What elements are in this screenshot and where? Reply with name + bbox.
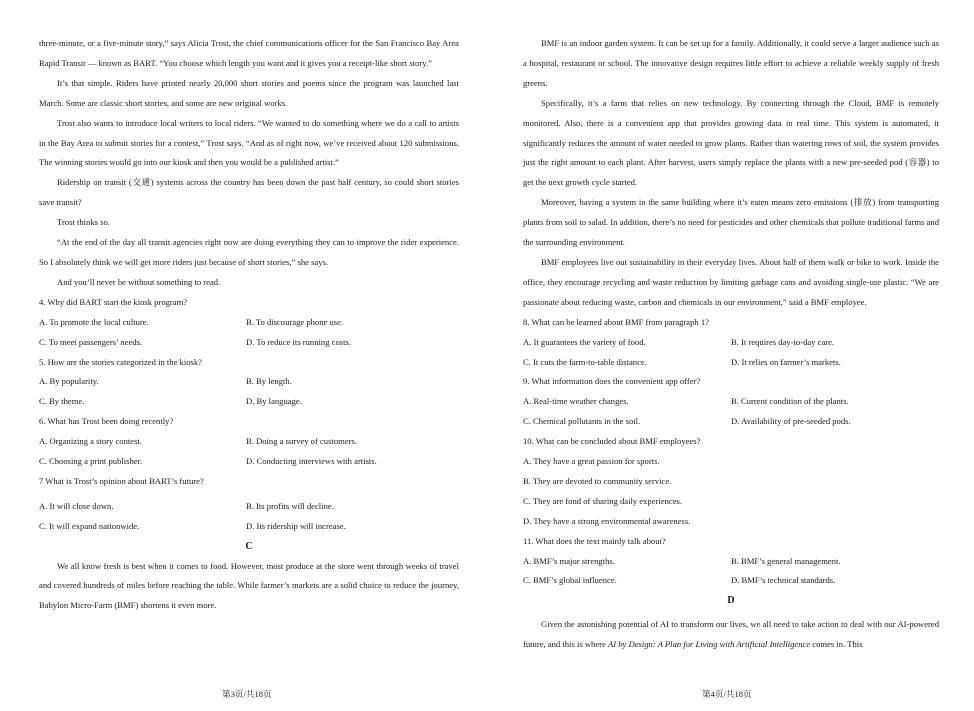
right-page [523,34,939,655]
paragraph: “At the end of the day all transit agencies right now are doing everything they can to improve the rider experience. So I absolutely think we will get more riders just because of short stories,” she says. [39,237,459,267]
paragraph-d [523,615,939,655]
question-5 [39,353,459,413]
option-d: D. BMF’s technical standards. [731,575,836,586]
page-number-left: 第3页/共18页 [222,689,272,699]
section-label-c: C [245,540,253,552]
question-11 [523,532,939,592]
option-d: D. It relies on farmer’s markets. [731,356,841,367]
paragraph: three-minute, or a five-minute story,” says Alicia Trost, the chief communications officer for the San Francisco Bay Area Rapid Transit — known as BART. “You choose which length you want and it gives you a receipt-like short story.” [39,38,459,68]
option-a: A. Real-time weather changes. [523,396,629,407]
question-stem: 8. What can be learned about BMF from paragraph 1? [523,316,709,327]
option-a: A. To promote the local culture. [39,316,149,327]
book-title: AI by Design: A Plan for Living with Artificial Intelligence [607,639,811,650]
options-row [39,333,459,353]
question-8 [523,313,939,373]
option-d: D. Availability of pre-seeded pods. [731,416,851,427]
options-row [39,392,459,412]
paragraph: Ridership on transit (交通) systems across the country has been down the past half century, so could short stories save transit? [39,177,459,208]
option-b: B. It requires day-to-day care. [731,336,835,347]
paragraph: And you’ll never be without something to read. [57,276,221,287]
question-stem: 7 What is Trost’s opinion about BART’s future? [39,475,204,486]
options-row [523,333,939,353]
options-row [39,372,459,392]
left-page [39,34,459,616]
option-a: A. BMF’s major strengths. [523,555,615,566]
question-stem: 11. What does the text mainly talk about? [523,535,666,546]
question-stem: 9. What information does the convenient app offer? [523,376,701,387]
paragraph-d-end: comes in. This [810,639,863,650]
paragraph: Specifically, it’s a farm that relies on new technology. By connecting through the Cloud, BMF is remotely monitored. Also, there is a convenient app that provides growing data in real time. This system is automated, it significantly reduces the amount of water needed to grow plants. Rather than watering rows of soil, the system provides just the right amount to each plant. After harvest, users simply replace the plants with a new pre-seeded pod (容器) to get the next growth cycle started. [523,97,939,188]
option-c: C. It will expand nationwide. [39,520,140,531]
options-row [523,392,939,412]
option-a: A. Organizing a story contest. [39,436,142,447]
options-row [523,353,939,373]
option-d: D. They have a strong environmental awareness. [523,515,691,526]
option-c: C. Choosing a print publisher. [39,456,143,467]
option-c: C. By theme. [39,396,85,407]
paragraph: We all know fresh is best when it comes to food. However, most produce at the store went through weeks of travel and covered hundreds of miles before reaching the table. While farmer’s markets are a solid choice to reduce the journey, Babylon Micro-Farm (BMF) shortens it even more. [39,560,459,611]
page-number-right: 第4页/共18页 [702,689,752,699]
option-d: D. To reduce its running costs. [246,336,351,347]
question-6 [39,412,459,472]
option-d: D. Its ridership will increase. [246,520,346,531]
option-b: B. Doing a survey of customers. [246,436,357,447]
options-row [523,571,939,591]
question-stem: 4. Why did BART start the kiosk program? [39,296,188,307]
option-c: C. To meet passengers’ needs. [39,336,143,347]
question-4 [39,293,459,353]
option-a: A. It will close down. [39,500,114,511]
question-stem: 5. How are the stories categorized in the kiosk? [39,356,202,367]
paragraph: Trost also wants to introduce local writers to local riders. “We wanted to do something where we do a call to artists in the Bay Area to submit stories for a contest,” Trost says. “And as of right now, we’ve received about 120 submissions. The winning stories would go into our kiosk and then you would be a published artist.” [39,117,459,168]
paragraph: It’s that simple. Riders have printed nearly 20,000 short stories and poems since the program was launched last March. Some are classic short stories, and some are new original works. [39,77,459,108]
options-row [523,412,939,432]
question-9 [523,372,939,432]
options-row [39,497,459,517]
question-7 [39,472,459,537]
options-row [39,313,459,333]
option-b: B. Its profits will decline. [246,500,334,511]
option-a: A. They have a great passion for sports. [523,456,660,467]
option-b: B. By length. [246,376,292,387]
paragraph: BMF employees live out sustainability in their everyday lives. About half of them walk or bike to work. Inside the office, they encourage recycling and waste reduction by limiting garbage cans and avoiding single-use plastic. “We are passionate about reducing waste, carbon and chemicals in our environment,” said a BMF employee. [523,256,939,307]
options-row [39,517,459,537]
paragraph: Moreover, having a system in the same building where it’s eaten means zero emissions (排放) from transporting plants from soil to salad. In addition, there’s no need for pesticides and other chemicals that pollute traditional farms and the surrounding environment. [523,197,939,248]
option-a: A. By popularity. [39,376,99,387]
paragraph: Trost thinks so. [57,217,110,228]
option-d: D. By language. [246,396,302,407]
option-b: B. To discourage phone use. [246,316,344,327]
option-b: B. They are devoted to community service. [523,475,672,486]
question-stem: 10. What can be concluded about BMF employees? [523,436,701,447]
options-row [39,432,459,452]
option-a: A. It guarantees the variety of food. [523,336,646,347]
option-c: C. They are fond of sharing daily experiences. [523,495,683,506]
options-row [39,452,459,472]
question-10 [523,432,939,532]
question-stem: 6. What has Trost been doing recently? [39,416,174,427]
options-row [523,552,939,572]
option-b: B. BMF’s general management. [731,555,841,566]
option-b: B. Current condition of the plants. [731,396,849,407]
option-c: C. Chemical pollutants in the soil. [523,416,641,427]
option-c: C. It cuts the farm-to-table distance. [523,356,647,367]
paragraph-d-start: Given the astonishing potential of AI to transform our lives, we all need to take action to deal with our AI-powered future, and this is where [523,619,939,650]
section-label-d: D [727,595,735,607]
option-d: D. Conducting interviews with artists. [246,456,377,467]
option-c: C. BMF’s global influence. [523,575,617,586]
paragraph: BMF is an indoor garden system. It can be set up for a family. Additionally, it could serve a larger audience such as a hospital, restaurant or school. The innovative design requires little effort to achieve a reliable weekly supply of fresh greens. [523,38,939,88]
